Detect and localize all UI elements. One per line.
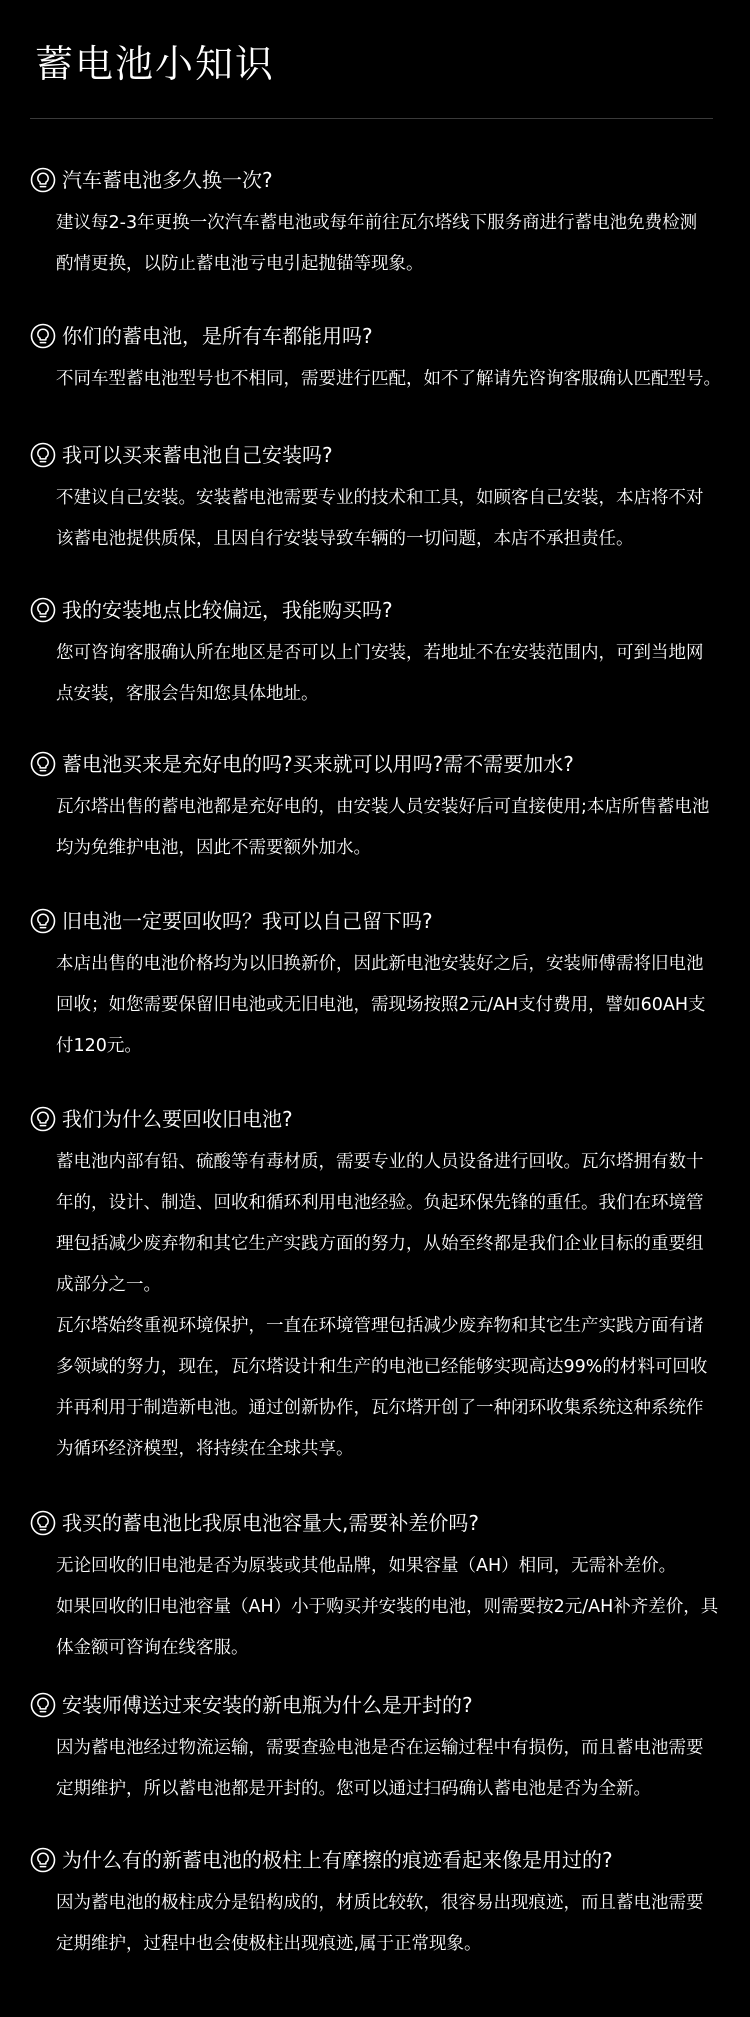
faq-answer-paragraph: 建议每2-3年更换一次汽车蓄电池或每年前往瓦尔塔线下服务商进行蓄电池免费检测酌情更换，以防止蓄电池亏电引起抛锚等现象。 [56, 213, 698, 274]
lightbulb-icon [30, 908, 56, 934]
lightbulb-icon [30, 1106, 56, 1132]
faq-item [30, 318, 736, 400]
lightbulb-icon [30, 167, 56, 193]
lightbulb-icon [30, 1692, 56, 1718]
faq-answer [56, 1883, 720, 1965]
lightbulb-icon [30, 1847, 56, 1873]
faq-question-row [30, 1842, 736, 1878]
faq-question: 我的安装地点比较偏远，我能购买吗? [62, 598, 393, 622]
faq-answer-paragraph: 蓄电池内部有铅、硫酸等有毒材质，需要专业的人员设备进行回收。瓦尔塔拥有数十年的，设计、制造、回收和循环利用电池经验。负起环保先锋的重任。我们在环境管理包括减少废弃物和其它生产实践方面的努力，从始至终都是我们企业目标的重要组成部分之一。 [56, 1152, 704, 1295]
faq-answer [56, 787, 720, 869]
faq-answer [56, 1142, 720, 1470]
lightbulb-icon [30, 751, 56, 777]
faq-answer-paragraph: 如果回收的旧电池容量（AH）小于购买并安装的电池，则需要按2元/AH补齐差价，具体金额可咨询在线客服。 [56, 1597, 719, 1658]
faq-question: 我买的蓄电池比我原电池容量大,需要补差价吗? [62, 1511, 479, 1535]
faq-question: 我们为什么要回收旧电池? [62, 1107, 293, 1131]
faq-item [30, 1505, 736, 1669]
faq-question: 蓄电池买来是充好电的吗?买来就可以用吗?需不需要加水? [62, 752, 574, 776]
faq-answer-paragraph: 您可咨询客服确认所在地区是否可以上门安装，若地址不在安装范围内，可到当地网点安装，客服会告知您具体地址。 [56, 643, 704, 704]
faq-question-row [30, 1505, 736, 1541]
faq-question-row [30, 903, 736, 939]
lightbulb-icon [30, 442, 56, 468]
faq-question: 汽车蓄电池多久换一次? [62, 168, 273, 192]
faq-question-row [30, 1101, 736, 1137]
faq-question-row [30, 318, 736, 354]
faq-answer-paragraph: 因为蓄电池经过物流运输，需要查验电池是否在运输过程中有损伤，而且蓄电池需要定期维护，所以蓄电池都是开封的。您可以通过扫码确认蓄电池是否为全新。 [56, 1738, 704, 1799]
faq-answer [56, 944, 720, 1067]
faq-question: 我可以买来蓄电池自己安装吗? [62, 443, 333, 467]
faq-item [30, 437, 736, 560]
faq-question-row [30, 437, 736, 473]
lightbulb-icon [30, 1510, 56, 1536]
faq-answer [56, 633, 720, 715]
faq-item [30, 1687, 736, 1810]
faq-answer-paragraph: 不建议自己安装。安装蓄电池需要专业的技术和工具，如顾客自己安装，本店将不对该蓄电池提供质保，且因自行安装导致车辆的一切问题，本店不承担责任。 [56, 488, 704, 549]
faq-item [30, 1842, 736, 1965]
lightbulb-icon [30, 597, 56, 623]
faq-answer-paragraph: 本店出售的电池价格均为以旧换新价，因此新电池安装好之后，安装师傅需将旧电池回收；如您需要保留旧电池或无旧电池，需现场按照2元/AH支付费用，譬如60AH支付120元。 [56, 954, 706, 1056]
faq-answer-paragraph: 瓦尔塔出售的蓄电池都是充好电的，由安装人员安装好后可直接使用;本店所售蓄电池均为免维护电池，因此不需要额外加水。 [56, 797, 710, 858]
faq-question-row [30, 746, 736, 782]
faq-answer [56, 359, 730, 400]
faq-question-row [30, 592, 736, 628]
faq-answer-paragraph: 不同车型蓄电池型号也不相同，需要进行匹配，如不了解请先咨询客服确认匹配型号。 [56, 369, 721, 389]
faq-answer [56, 478, 720, 560]
faq-item [30, 1101, 736, 1470]
faq-item [30, 903, 736, 1067]
faq-question-row [30, 162, 736, 198]
lightbulb-icon [30, 323, 56, 349]
faq-question: 为什么有的新蓄电池的极柱上有摩擦的痕迹看起来像是用过的? [62, 1848, 613, 1872]
page-title: 蓄电池小知识 [35, 42, 276, 86]
faq-item [30, 162, 736, 285]
faq-question-row [30, 1687, 736, 1723]
faq-answer-paragraph: 因为蓄电池的极柱成分是铅构成的，材质比较软，很容易出现痕迹，而且蓄电池需要定期维护，过程中也会使极柱出现痕迹,属于正常现象。 [56, 1893, 704, 1954]
faq-answer [56, 1728, 720, 1810]
faq-item [30, 746, 736, 869]
faq-question: 安装师傅送过来安装的新电瓶为什么是开封的? [62, 1693, 473, 1717]
faq-item [30, 592, 736, 715]
faq-answer [56, 203, 710, 285]
faq-answer-paragraph: 瓦尔塔始终重视环境保护，一直在环境管理包括减少废弃物和其它生产实践方面有诸多领域的努力，现在，瓦尔塔设计和生产的电池已经能够实现高达99%的材料可回收并再利用于制造新电池。通过创新协作，瓦尔塔开创了一种闭环收集系统这种系统作为循环经济模型，将持续在全球共享。 [56, 1316, 708, 1459]
faq-question: 你们的蓄电池，是所有车都能用吗? [62, 324, 373, 348]
faq-answer-paragraph: 无论回收的旧电池是否为原装或其他品牌，如果容量（AH）相同，无需补差价。 [56, 1556, 677, 1576]
faq-answer [56, 1546, 720, 1669]
faq-question: 旧电池一定要回收吗？我可以自己留下吗? [62, 909, 433, 933]
title-divider [30, 118, 713, 119]
